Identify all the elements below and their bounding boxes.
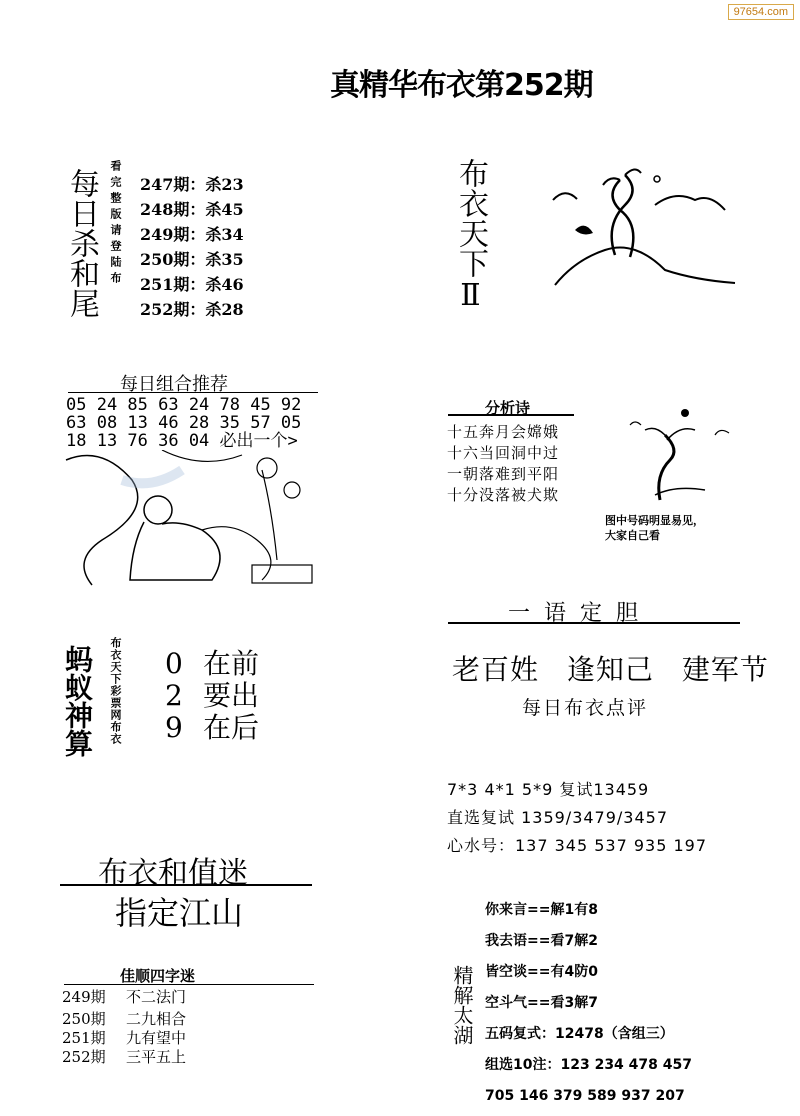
recommend-line: 直选复试 1359/3479/3457 (447, 808, 669, 827)
riddle-text: 不二法门 (126, 988, 187, 1006)
ant-number: 2 (165, 679, 183, 712)
ant-number: 0 (165, 647, 183, 680)
riddle-text: 九有望中 (126, 1029, 187, 1047)
combo-title: 每日组合推荐 (120, 374, 228, 395)
riddle-heading: 布衣和值迷 (98, 856, 248, 891)
poem-line: 十六当回洞中过 (447, 444, 560, 462)
yiyu-subtitle: 每日布衣点评 (522, 697, 649, 719)
kill-item: 247期：杀23 (140, 175, 244, 194)
issue: 251期 (62, 1029, 106, 1047)
buyi-tianxia-label: 布衣天下Ⅱ (453, 158, 488, 313)
four-char-divider (64, 984, 314, 985)
kill-item: 250期：杀35 (140, 250, 244, 269)
daily-kill-label: 每日杀和尾 (64, 168, 99, 318)
riddle-text: 二九相合 (126, 1010, 187, 1028)
riddle-text: 三平五上 (126, 1048, 187, 1066)
issue: 249期 (62, 988, 106, 1006)
ant-text: 在后 (203, 711, 260, 744)
daily-kill-side-note: 看完整版请登陆布 (109, 160, 122, 288)
ant-row (165, 680, 259, 712)
clue-line: 我去语==看7解2 (485, 933, 598, 949)
recommend-lines (447, 776, 707, 860)
four-char-item (62, 1048, 186, 1067)
poem-title: 分析诗 (485, 399, 531, 417)
riddle-divider (60, 884, 312, 886)
page-title: 真精华布衣第252期 (330, 68, 593, 103)
ant-rows (165, 648, 259, 744)
daily-kill-list (140, 172, 244, 322)
four-char-title: 佳顺四字迷 (120, 967, 196, 985)
taihu-label: 精解太湖 (450, 965, 474, 1045)
combo-row: 63 08 13 46 28 35 57 05 (66, 413, 302, 433)
kill-item: 252期：杀28 (140, 300, 244, 319)
poem-lines (447, 422, 559, 506)
caption-line: 图中号码明显易见， (605, 514, 704, 527)
four-char-item (62, 988, 186, 1007)
watermark: 97654.com (728, 4, 794, 20)
clue-line: 空斗气==看3解7 (485, 995, 598, 1011)
yiyu-words (452, 648, 787, 688)
taihu-clues (485, 895, 692, 1112)
caption-line: 大家自己看 (605, 529, 660, 542)
clue-line: 五码复式：12478（含组三） (485, 1026, 674, 1042)
yiyu-divider (448, 622, 740, 624)
riddle-answer: 指定江山 (115, 894, 244, 932)
ant-row (165, 712, 259, 744)
combo-illustration (62, 450, 318, 590)
recommend-line: 心水号：137 345 537 935 197 (447, 836, 708, 855)
combo-row: 18 13 76 36 04 必出一个> (66, 431, 298, 451)
ant-text: 要出 (203, 679, 260, 712)
kill-item: 251期：杀46 (140, 275, 244, 294)
poem-illustration (625, 405, 735, 505)
clue-line: 705 146 379 589 937 207 (485, 1088, 685, 1104)
ant-number: 9 (165, 711, 183, 744)
tree-illustration (545, 165, 740, 295)
yiyu-word: 建军节 (681, 653, 769, 686)
combo-divider (68, 392, 318, 393)
issue: 252期 (62, 1048, 106, 1066)
four-char-list (62, 988, 186, 1067)
four-char-item (62, 1010, 186, 1029)
kill-item: 248期：杀45 (140, 200, 244, 219)
clue-line: 你来言==解1有8 (485, 902, 598, 918)
yiyu-word: 逢知己 (566, 653, 654, 686)
poem-caption (605, 513, 704, 543)
ant-side-note: 布衣天下彩票网布衣 (109, 637, 122, 745)
kill-item: 249期：杀34 (140, 225, 244, 244)
ant-label: 蚂蚁神算 (61, 645, 94, 757)
yiyu-title: 一语定胆 (508, 601, 653, 626)
clue-line: 皆空谈==有4防0 (485, 964, 598, 980)
poem-line: 十分没落被犬欺 (447, 486, 560, 504)
poem-line: 十五奔月会嫦娥 (447, 423, 560, 441)
issue: 250期 (62, 1010, 106, 1028)
poem-line: 一朝落难到平阳 (447, 465, 560, 483)
ant-text: 在前 (203, 647, 260, 680)
four-char-item (62, 1029, 186, 1048)
clue-line: 组选10注：123 234 478 457 (485, 1057, 692, 1073)
combo-numbers (66, 396, 301, 450)
recommend-line: 7*3 4*1 5*9 复试13459 (447, 780, 650, 799)
ant-row (165, 648, 259, 680)
yiyu-word: 老百姓 (452, 653, 540, 686)
poem-divider (448, 414, 574, 416)
combo-row: 05 24 85 63 24 78 45 92 (66, 395, 302, 415)
